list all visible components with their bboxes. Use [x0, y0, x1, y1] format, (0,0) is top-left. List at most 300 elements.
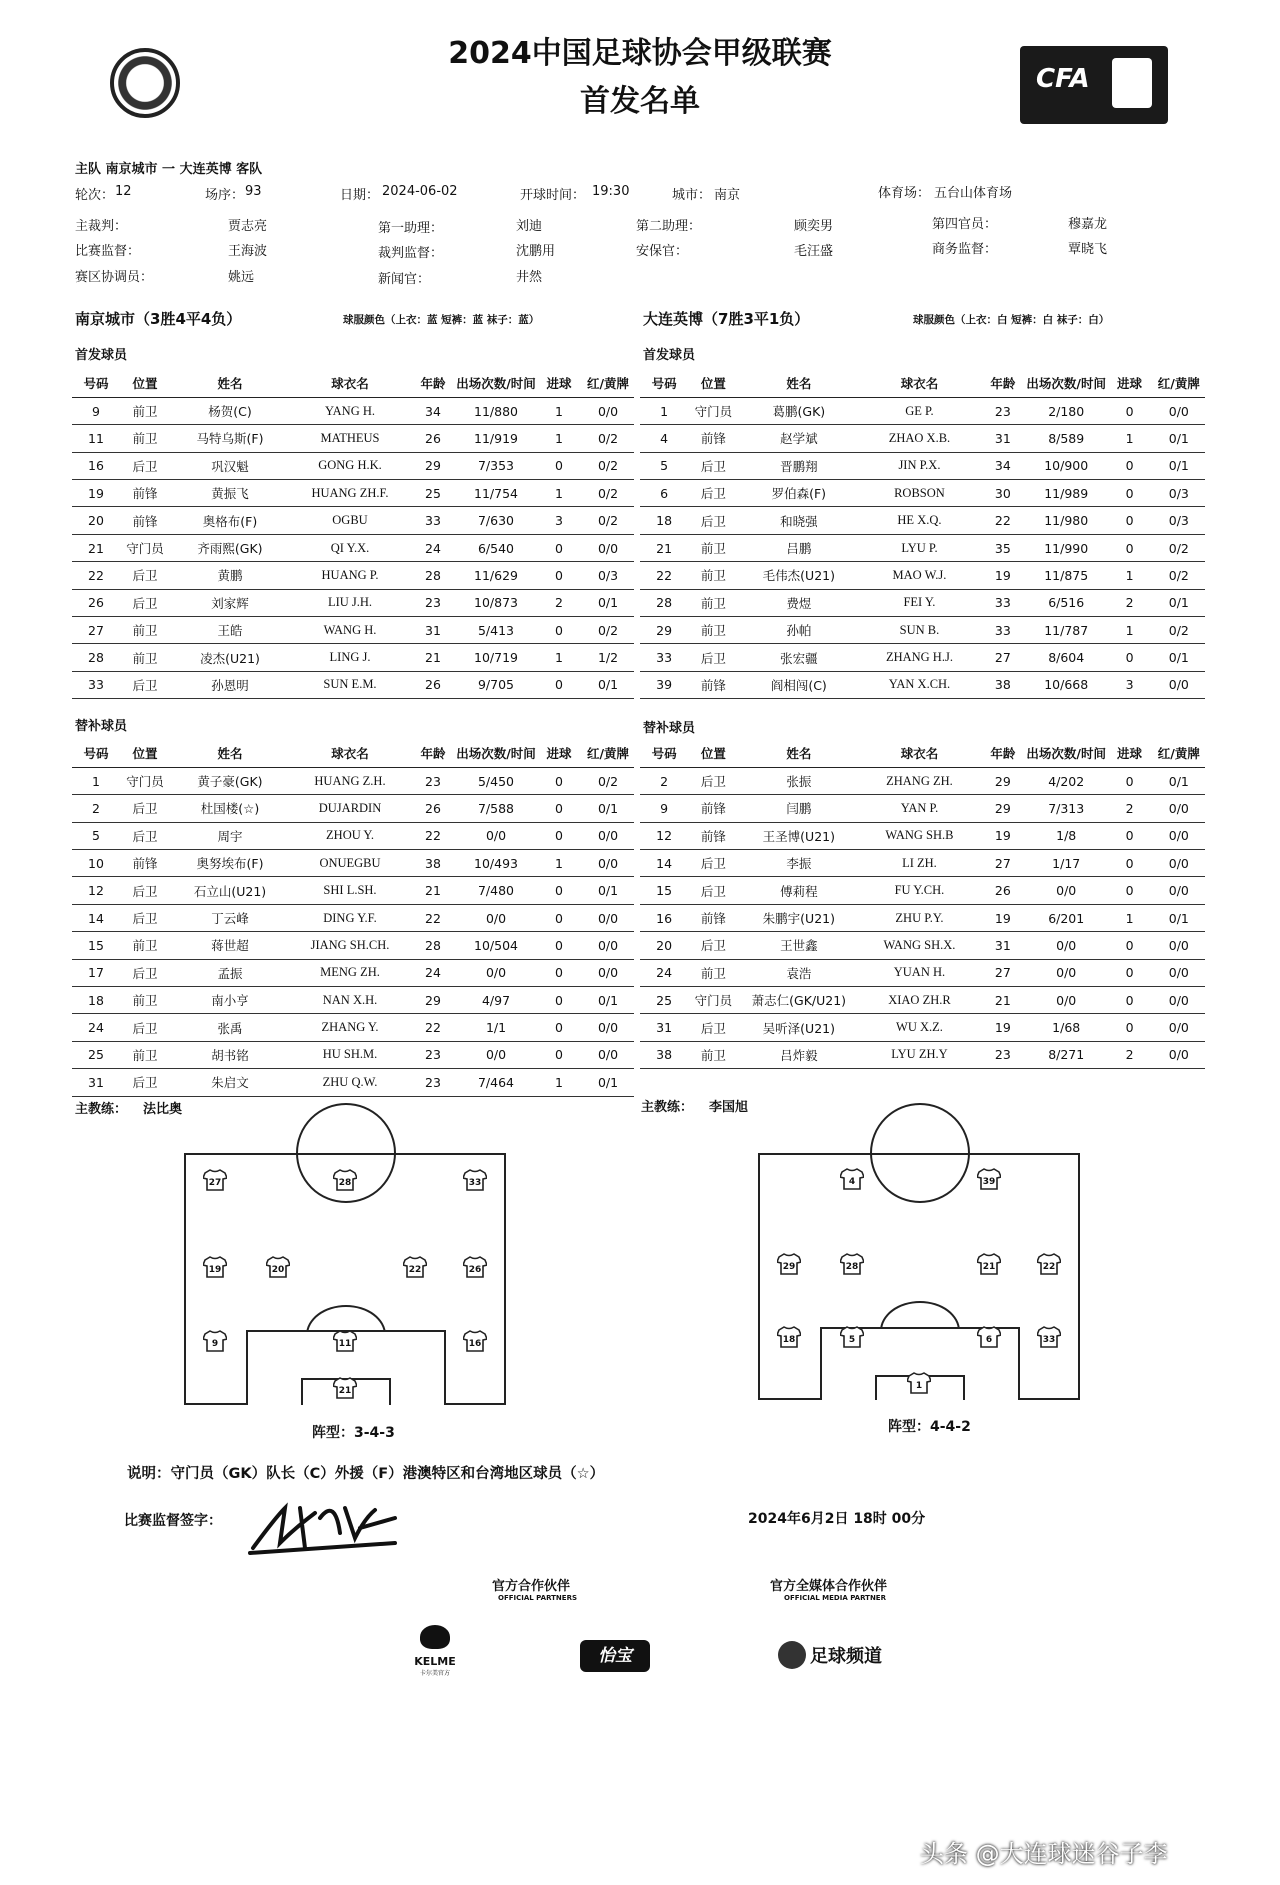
player-cell: 前卫 — [120, 425, 170, 452]
player-row — [640, 480, 1205, 507]
player-jersey-icon — [1037, 1253, 1061, 1275]
player-cell: 33 — [72, 671, 120, 698]
svg-text:9: 9 — [211, 1339, 218, 1349]
player-row — [72, 877, 634, 904]
column-header: 姓名 — [739, 740, 860, 767]
official-label: 裁判监督： — [378, 246, 444, 261]
player-cell: 28 — [72, 644, 120, 671]
player-cell: 齐雨熙(GK) — [170, 534, 290, 561]
svg-text:4: 4 — [849, 1177, 856, 1188]
column-header: 姓名 — [170, 740, 290, 767]
player-cell: 11/880 — [456, 397, 536, 424]
player-cell: 后卫 — [688, 452, 738, 479]
player-cell: 0/0 — [1153, 987, 1205, 1014]
player-cell: 0 — [1106, 767, 1152, 794]
away-team-name: 大连英博（7胜3平1负） — [643, 310, 810, 328]
away-formation: 阵型：4-4-2 — [888, 1419, 971, 1435]
player-cell: QI Y.X. — [290, 534, 410, 561]
media-partners-label: 官方全媒体合作伙伴 — [770, 1579, 888, 1594]
player-jersey-icon — [977, 1326, 1001, 1348]
player-cell: 6/201 — [1026, 904, 1106, 931]
column-header: 位置 — [120, 740, 170, 767]
player-cell: MAO W.J. — [859, 562, 980, 589]
player-cell: 22 — [410, 904, 456, 931]
player-cell: 11/629 — [456, 562, 536, 589]
player-cell: 0/0 — [582, 959, 634, 986]
player-cell: 11 — [72, 425, 120, 452]
player-cell: ONUEGBU — [290, 850, 410, 877]
player-cell: OGBU — [290, 507, 410, 534]
player-cell: 18 — [640, 507, 688, 534]
player-cell: SUN E.M. — [290, 671, 410, 698]
player-cell: 0/2 — [582, 617, 634, 644]
column-header: 位置 — [120, 370, 170, 397]
player-cell: 2 — [1106, 795, 1152, 822]
player-cell: 14 — [640, 850, 688, 877]
player-jersey-icon — [333, 1330, 357, 1352]
player-cell: 守门员 — [688, 397, 738, 424]
player-cell: 21 — [72, 534, 120, 561]
official-label: 第二助理： — [636, 219, 702, 234]
player-cell: NAN X.H. — [290, 987, 410, 1014]
player-cell: 后卫 — [120, 904, 170, 931]
svg-text:39: 39 — [982, 1177, 996, 1188]
player-cell: 1/68 — [1026, 1014, 1106, 1041]
player-cell: 胡书铭 — [170, 1041, 290, 1068]
player-cell: 0 — [536, 987, 582, 1014]
svg-text:21: 21 — [338, 1386, 352, 1397]
column-header: 年龄 — [980, 740, 1026, 767]
player-cell: 1 — [1106, 904, 1152, 931]
player-row — [640, 671, 1205, 698]
player-cell: 丁云峰 — [170, 904, 290, 931]
player-cell: 2 — [72, 795, 120, 822]
player-cell: 0/0 — [582, 534, 634, 561]
column-header: 红/黄牌 — [1153, 740, 1205, 767]
player-jersey-icon — [777, 1326, 801, 1348]
home-coach: 法比奥 — [143, 1102, 183, 1117]
player-cell: 李振 — [739, 850, 860, 877]
player-cell: 吕炸毅 — [739, 1041, 860, 1068]
column-header: 出场次数/时间 — [456, 740, 536, 767]
player-cell: 前锋 — [688, 795, 738, 822]
player-cell: 1 — [536, 425, 582, 452]
player-cell: 4/97 — [456, 987, 536, 1014]
player-row — [640, 562, 1205, 589]
player-cell: 王圣博(U21) — [739, 822, 860, 849]
player-cell: 33 — [640, 644, 688, 671]
player-cell: 15 — [72, 932, 120, 959]
player-cell: 16 — [72, 452, 120, 479]
home-pitch — [184, 1153, 506, 1405]
player-cell: 31 — [72, 1069, 120, 1096]
player-cell: 35 — [980, 534, 1026, 561]
official-label: 新闻官： — [378, 272, 431, 287]
player-cell: HUANG ZH.F. — [290, 480, 410, 507]
player-cell: 0/0 — [1153, 1014, 1205, 1041]
official-value: 沈鹏用 — [516, 244, 556, 259]
player-cell: 4 — [640, 425, 688, 452]
kickoff-value: 19:30 — [592, 184, 630, 199]
player-cell: 0/0 — [1026, 987, 1106, 1014]
player-cell: 0/2 — [582, 507, 634, 534]
player-cell: 11/787 — [1026, 617, 1106, 644]
player-cell: SHI L.SH. — [290, 877, 410, 904]
player-cell: 27 — [72, 617, 120, 644]
player-cell: 张禹 — [170, 1014, 290, 1041]
player-cell: 孙恩明 — [170, 671, 290, 698]
player-cell: 南小亨 — [170, 987, 290, 1014]
player-cell: 孟振 — [170, 959, 290, 986]
player-cell: 前锋 — [120, 507, 170, 534]
column-header: 球衣名 — [859, 370, 980, 397]
player-cell: 17 — [72, 959, 120, 986]
player-cell: 1 — [536, 850, 582, 877]
player-cell: 后卫 — [120, 795, 170, 822]
official-value: 王海波 — [228, 244, 268, 259]
player-cell: 34 — [980, 452, 1026, 479]
player-cell: 0/1 — [582, 1069, 634, 1096]
player-cell: 12 — [72, 877, 120, 904]
player-cell: 0 — [1106, 480, 1152, 507]
player-cell: 0/3 — [1153, 507, 1205, 534]
player-cell: 0 — [1106, 534, 1152, 561]
player-row — [640, 959, 1205, 986]
player-cell: 葛鹏(GK) — [739, 397, 860, 424]
player-cell: 10/668 — [1026, 671, 1106, 698]
player-cell: 11/919 — [456, 425, 536, 452]
player-cell: 1 — [536, 644, 582, 671]
player-cell: 26 — [72, 589, 120, 616]
player-row — [640, 877, 1205, 904]
player-cell: ROBSON — [859, 480, 980, 507]
player-cell: 前锋 — [688, 425, 738, 452]
player-cell: 26 — [410, 795, 456, 822]
player-cell: 24 — [72, 1014, 120, 1041]
player-cell: 19 — [980, 1014, 1026, 1041]
player-jersey-icon — [203, 1256, 227, 1278]
player-row — [640, 767, 1205, 794]
player-row — [72, 617, 634, 644]
player-cell: 33 — [980, 589, 1026, 616]
player-cell: 26 — [980, 877, 1026, 904]
player-cell: HUANG P. — [290, 562, 410, 589]
city-value: 南京 — [714, 188, 741, 203]
official-label: 比赛监督： — [75, 244, 141, 259]
svg-text:33: 33 — [1043, 1335, 1056, 1346]
column-header: 位置 — [688, 740, 738, 767]
official-label: 主裁判： — [75, 219, 128, 234]
player-cell: 26 — [410, 425, 456, 452]
player-row — [640, 425, 1205, 452]
player-cell: 21 — [640, 534, 688, 561]
player-cell: 0 — [536, 767, 582, 794]
svg-text:33: 33 — [469, 1177, 482, 1188]
player-cell: 1 — [1106, 562, 1152, 589]
player-cell: ZHAO X.B. — [859, 425, 980, 452]
player-cell: 0/0 — [456, 822, 536, 849]
player-row — [72, 822, 634, 849]
player-cell: 0/0 — [1026, 959, 1106, 986]
player-row — [72, 904, 634, 931]
player-cell: 7/588 — [456, 795, 536, 822]
player-cell: 28 — [640, 589, 688, 616]
player-cell: 王世鑫 — [739, 932, 860, 959]
player-cell: 31 — [980, 932, 1026, 959]
player-cell: 22 — [410, 822, 456, 849]
column-header: 出场次数/时间 — [1026, 370, 1106, 397]
player-cell: LIU J.H. — [290, 589, 410, 616]
column-header: 红/黄牌 — [582, 370, 634, 397]
official-value: 顾奕男 — [794, 219, 834, 234]
player-cell: 0 — [536, 671, 582, 698]
player-cell: 24 — [410, 959, 456, 986]
column-header: 进球 — [536, 740, 582, 767]
player-cell: 蒋世超 — [170, 932, 290, 959]
player-cell: 2 — [640, 767, 688, 794]
player-cell: 前锋 — [688, 904, 738, 931]
player-row — [72, 425, 634, 452]
column-header: 年龄 — [410, 740, 456, 767]
player-row — [72, 397, 634, 424]
official-label: 第四官员： — [932, 217, 998, 232]
player-cell: 黄鹏 — [170, 562, 290, 589]
player-cell: 1 — [1106, 617, 1152, 644]
player-cell: 7/480 — [456, 877, 536, 904]
player-cell: 0/0 — [582, 397, 634, 424]
player-jersey-icon — [403, 1256, 427, 1278]
ftv-logo: 足球频道 — [778, 1635, 882, 1675]
home-coach-label: 主教练： — [75, 1102, 128, 1117]
player-row — [640, 987, 1205, 1014]
player-cell: 刘家辉 — [170, 589, 290, 616]
player-cell: 0/2 — [1153, 617, 1205, 644]
player-cell: 后卫 — [688, 507, 738, 534]
player-cell: JIANG SH.CH. — [290, 932, 410, 959]
player-cell: 萧志仁(GK/U21) — [739, 987, 860, 1014]
player-cell: 阎相闯(C) — [739, 671, 860, 698]
player-cell: 前锋 — [120, 850, 170, 877]
player-cell: 后卫 — [688, 767, 738, 794]
player-cell: 19 — [72, 480, 120, 507]
player-cell: 杨贺(C) — [170, 397, 290, 424]
home-team-name: 南京城市（3胜4平4负） — [75, 310, 242, 328]
player-cell: WU X.Z. — [859, 1014, 980, 1041]
player-cell: 19 — [980, 904, 1026, 931]
player-cell: 22 — [640, 562, 688, 589]
player-cell: 21 — [980, 987, 1026, 1014]
player-cell: 10 — [72, 850, 120, 877]
player-jersey-icon — [266, 1256, 290, 1278]
player-cell: 前卫 — [688, 1041, 738, 1068]
player-row — [72, 1041, 634, 1068]
player-cell: 28 — [410, 562, 456, 589]
player-row — [72, 452, 634, 479]
player-cell: 1/17 — [1026, 850, 1106, 877]
player-cell: 29 — [640, 617, 688, 644]
player-cell: 29 — [980, 767, 1026, 794]
player-cell: 0/2 — [1153, 534, 1205, 561]
player-cell: 石立山(U21) — [170, 877, 290, 904]
player-row — [640, 1014, 1205, 1041]
player-cell: 24 — [410, 534, 456, 561]
player-cell: GONG H.K. — [290, 452, 410, 479]
home-subs-table — [72, 740, 634, 1097]
round-value: 12 — [115, 184, 132, 199]
away-coach: 李国旭 — [709, 1100, 749, 1115]
player-cell: SUN B. — [859, 617, 980, 644]
player-jersey-icon — [1037, 1326, 1061, 1348]
svg-text:16: 16 — [469, 1339, 482, 1349]
player-cell: 27 — [980, 850, 1026, 877]
player-cell: 27 — [980, 959, 1026, 986]
player-cell: 0 — [536, 1014, 582, 1041]
player-cell: 费煜 — [739, 589, 860, 616]
player-cell: 巩汉魁 — [170, 452, 290, 479]
player-cell: XIAO ZH.R — [859, 987, 980, 1014]
player-cell: 11/754 — [456, 480, 536, 507]
official-value: 毛汪盛 — [794, 244, 834, 259]
player-cell: 0/1 — [1153, 589, 1205, 616]
player-cell: 0 — [536, 1041, 582, 1068]
flag-icon — [1112, 58, 1152, 108]
player-cell: 0 — [1106, 877, 1152, 904]
player-cell: 2 — [536, 589, 582, 616]
player-cell: YUAN H. — [859, 959, 980, 986]
player-cell: 31 — [640, 1014, 688, 1041]
player-cell: 0/0 — [582, 1014, 634, 1041]
seq-value: 93 — [245, 184, 262, 199]
player-cell: 6/540 — [456, 534, 536, 561]
player-row — [640, 397, 1205, 424]
away-coach-label: 主教练： — [641, 1100, 694, 1115]
player-cell: 0/1 — [582, 795, 634, 822]
cfa-logo: CFA — [1020, 46, 1168, 124]
player-cell: LI ZH. — [859, 850, 980, 877]
official-value: 覃晓飞 — [1068, 242, 1108, 257]
player-cell: 23 — [980, 1041, 1026, 1068]
svg-text:1: 1 — [915, 1381, 923, 1392]
player-cell: 毛伟杰(U21) — [739, 562, 860, 589]
seq-label: 场序： — [205, 188, 245, 203]
stadium-value: 五台山体育场 — [934, 186, 1013, 201]
player-cell: 19 — [980, 562, 1026, 589]
player-cell: 0/1 — [582, 671, 634, 698]
player-cell: 袁浩 — [739, 959, 860, 986]
player-cell: 后卫 — [688, 480, 738, 507]
away-kit: 球服颜色（上衣：白 短裤：白 袜子：白） — [913, 314, 1110, 326]
player-cell: 黄振飞 — [170, 480, 290, 507]
player-cell: 守门员 — [120, 534, 170, 561]
player-cell: 9 — [640, 795, 688, 822]
player-row — [72, 1014, 634, 1041]
player-cell: HU SH.M. — [290, 1041, 410, 1068]
column-header: 位置 — [688, 370, 738, 397]
player-cell: 1 — [536, 397, 582, 424]
player-jersey-icon — [840, 1168, 864, 1190]
player-cell: 0/2 — [582, 452, 634, 479]
player-jersey-icon — [977, 1253, 1001, 1275]
player-cell: 前卫 — [120, 932, 170, 959]
svg-text:20: 20 — [271, 1264, 285, 1275]
player-cell: 0 — [1106, 644, 1152, 671]
player-cell: 23 — [410, 1069, 456, 1096]
player-cell: 前卫 — [120, 644, 170, 671]
player-cell: 27 — [980, 644, 1026, 671]
round-label: 轮次： — [75, 188, 115, 203]
official-label: 商务监督： — [932, 242, 998, 257]
player-cell: YAN P. — [859, 795, 980, 822]
player-cell: 后卫 — [120, 589, 170, 616]
player-cell: 2/180 — [1026, 397, 1106, 424]
player-row — [640, 822, 1205, 849]
player-cell: 10/873 — [456, 589, 536, 616]
player-cell: 21 — [410, 877, 456, 904]
svg-text:21: 21 — [982, 1262, 996, 1273]
column-header: 号码 — [640, 370, 688, 397]
player-cell: 0 — [536, 932, 582, 959]
player-cell: 0 — [536, 795, 582, 822]
player-cell: 24 — [640, 959, 688, 986]
player-cell: 0 — [1106, 850, 1152, 877]
svg-text:22: 22 — [408, 1264, 422, 1275]
player-cell: 1 — [1106, 425, 1152, 452]
player-cell: 22 — [410, 1014, 456, 1041]
player-jersey-icon — [777, 1253, 801, 1275]
player-cell: GE P. — [859, 397, 980, 424]
player-cell: WANG SH.B — [859, 822, 980, 849]
player-cell: 29 — [980, 795, 1026, 822]
column-header: 球衣名 — [290, 370, 410, 397]
player-cell: 22 — [980, 507, 1026, 534]
player-cell: 10/900 — [1026, 452, 1106, 479]
player-cell: 0/0 — [1153, 397, 1205, 424]
player-cell: 奥格布(F) — [170, 507, 290, 534]
svg-text:19: 19 — [208, 1264, 221, 1275]
player-cell: 1 — [536, 1069, 582, 1096]
column-header: 球衣名 — [290, 740, 410, 767]
center-arc — [870, 1103, 970, 1203]
player-row — [72, 534, 634, 561]
player-cell: 0/0 — [1153, 1041, 1205, 1068]
player-jersey-icon — [463, 1330, 487, 1352]
player-cell: 0/1 — [1153, 425, 1205, 452]
player-cell: 38 — [980, 671, 1026, 698]
player-cell: 0 — [1106, 987, 1152, 1014]
player-cell: 15 — [640, 877, 688, 904]
column-header: 年龄 — [980, 370, 1026, 397]
player-cell: 25 — [640, 987, 688, 1014]
player-cell: 守门员 — [688, 987, 738, 1014]
player-cell: 0/0 — [1153, 822, 1205, 849]
player-cell: 后卫 — [688, 644, 738, 671]
player-cell: 吴听泽(U21) — [739, 1014, 860, 1041]
player-cell: 0/1 — [582, 877, 634, 904]
player-cell: 张振 — [739, 767, 860, 794]
player-cell: 1 — [536, 480, 582, 507]
date-value: 2024-06-02 — [382, 184, 458, 199]
player-cell: 0/0 — [582, 1041, 634, 1068]
player-cell: 0 — [1106, 507, 1152, 534]
home-formation: 阵型：3-4-3 — [312, 1425, 395, 1441]
svg-text:28: 28 — [845, 1262, 859, 1273]
player-cell: 7/464 — [456, 1069, 536, 1096]
player-cell: 奥努埃布(F) — [170, 850, 290, 877]
player-cell: 0/1 — [582, 589, 634, 616]
svg-text:6: 6 — [985, 1335, 993, 1346]
player-cell: 31 — [980, 425, 1026, 452]
player-cell: 10/493 — [456, 850, 536, 877]
